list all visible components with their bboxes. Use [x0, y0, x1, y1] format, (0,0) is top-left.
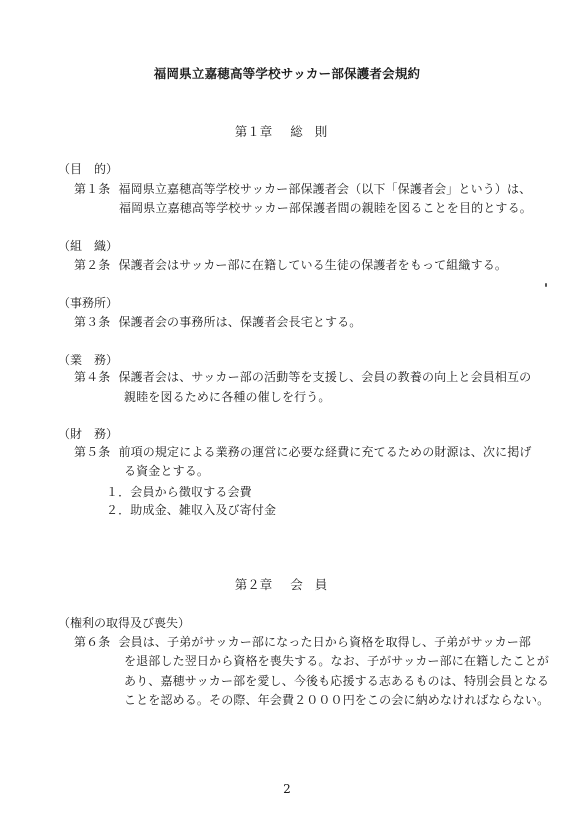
article-text: を退部した翌日から資格を喪失する。なお、子がサッカー部に在籍したことが — [124, 654, 550, 668]
chapter-number: 第２章 — [234, 577, 273, 592]
scan-speck — [545, 283, 547, 287]
chapter-name: 会員 — [290, 577, 340, 592]
article-text: ことを認める。その際、年会費２０００円をこの会に納めなければならない。 — [124, 693, 550, 707]
article-number: 第２条 — [74, 258, 111, 272]
article-line — [74, 256, 507, 273]
list-item: ２．助成金、雑収入及び寄付金 — [106, 503, 277, 517]
article-heading: （権利の取得及び喪失） — [58, 616, 191, 630]
article-text: 保護者会は、サッカー部の活動等を支援し、会員の教養の向上と会員相互の — [118, 370, 532, 384]
article-line — [74, 180, 531, 197]
article-heading: （事務所） — [58, 296, 119, 310]
article-line — [74, 313, 361, 330]
article-text: 福岡県立嘉穂高等学校サッカー部保護者会（以下「保護者会」という）は、 — [118, 182, 532, 196]
list-item: １．会員から徴収する会費 — [106, 485, 252, 499]
chapter-name: 総則 — [290, 124, 340, 139]
article-text: 会員は、子弟がサッカー部になった日から資格を取得し、子弟がサッカー部 — [118, 635, 532, 649]
article-number: 第４条 — [74, 370, 111, 384]
article-text: 保護者会はサッカー部に在籍している生徒の保護者をもって組織する。 — [118, 258, 508, 272]
article-text: 福岡県立嘉穂高等学校サッカー部保護者間の親睦を図ることを目的とする。 — [119, 201, 532, 215]
article-text: 保護者会の事務所は、保護者会長宅とする。 — [118, 315, 362, 329]
article-number: 第３条 — [74, 315, 111, 329]
page-number: 2 — [283, 782, 291, 796]
article-text: あり、嘉穂サッカー部を愛し、今後も応援する志あるものは、特別会員となる — [124, 674, 550, 688]
article-number: 第１条 — [74, 182, 111, 196]
article-number: 第６条 — [74, 635, 111, 649]
article-text: 親睦を図るために各種の催しを行う。 — [124, 390, 331, 404]
article-heading: （業 務） — [58, 353, 119, 367]
chapter-heading — [0, 122, 574, 140]
article-heading: （財 務） — [58, 427, 119, 441]
article-line — [74, 443, 532, 460]
article-heading: （組 織） — [58, 239, 119, 253]
article-text: る資金とする。 — [124, 464, 210, 478]
article-line — [74, 633, 531, 650]
chapter-heading — [0, 575, 574, 593]
document-title: 福岡県立嘉穂高等学校サッカー部保護者会規約 — [153, 66, 421, 81]
chapter-number: 第１章 — [234, 124, 273, 139]
article-heading: （目 的） — [58, 162, 119, 176]
article-number: 第５条 — [74, 445, 111, 459]
article-text: 前項の規定による業務の運営に必要な経費に充てるための財源は、次に掲げ — [118, 445, 532, 459]
article-line — [74, 368, 531, 385]
